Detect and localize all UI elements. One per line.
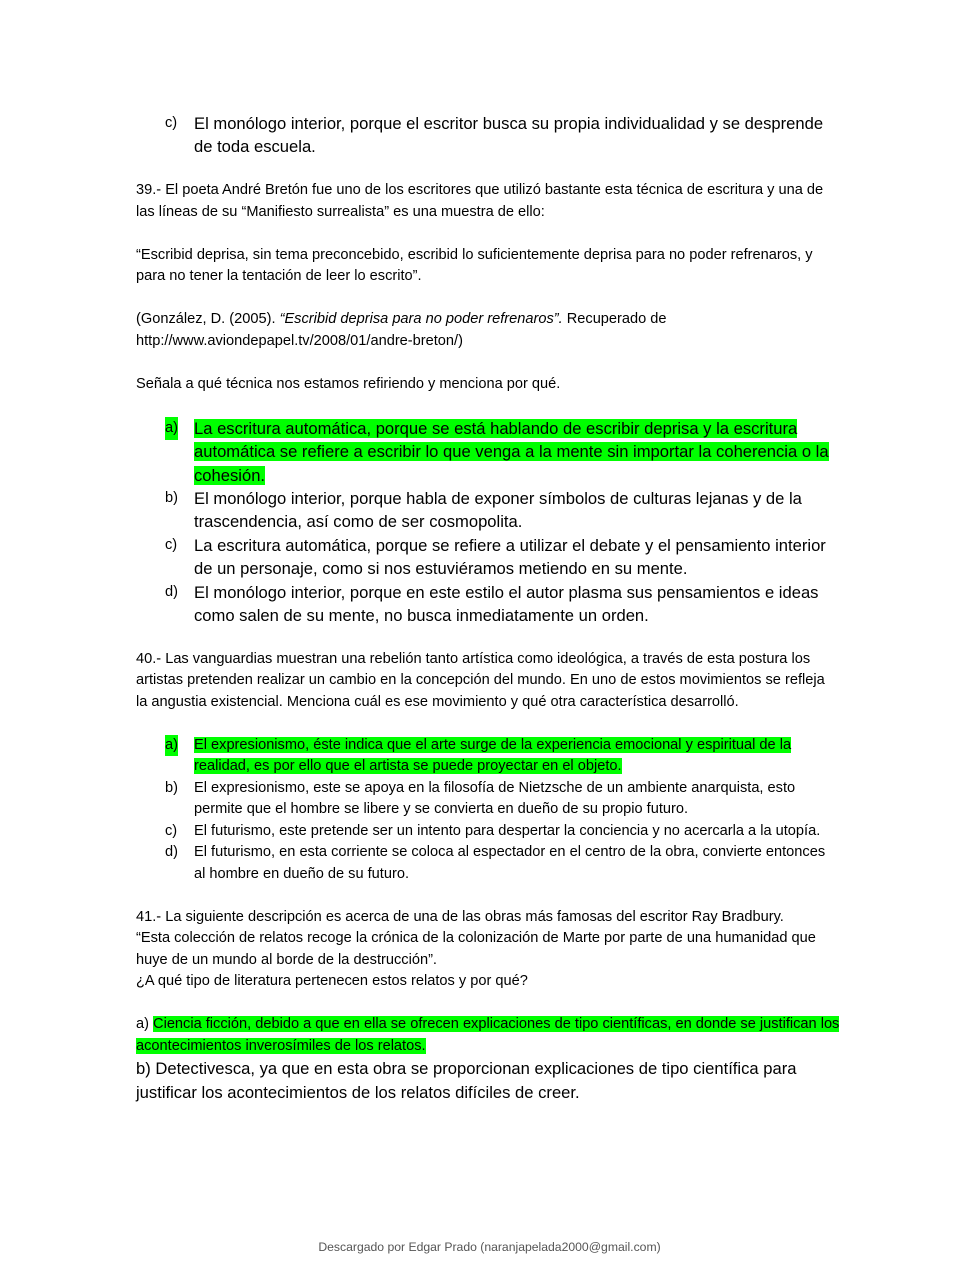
download-footer: Descargado por Edgar Prado (naranjapelada2000@gmail.com): [318, 1240, 661, 1254]
q41-option-b: b) Detectivesca, ya que en esta obra se proporcionan explicaciones de tipo científica para justificar los acontecimientos de los relatos difíciles de creer.: [136, 1059, 797, 1102]
citation-author: (González, D. (2005).: [136, 311, 280, 328]
option-text: El futurismo, en esta corriente se coloca al espectador en el centro de la obra, convierte entonces al hombre en dueño de su futuro.: [194, 844, 826, 882]
q39-citation: [136, 309, 840, 352]
option-marker: d): [165, 583, 178, 600]
citation-source: Recuperado de http://www.aviondepapel.tv/2008/01/andre-breton/): [136, 311, 667, 349]
q39-option-b: [136, 487, 840, 534]
q41-question: ¿A qué tipo de literatura pertenecen estos relatos y por qué?: [136, 973, 528, 990]
option-marker: d): [165, 844, 178, 861]
q39-quote: “Escribid deprisa, sin tema preconcebido, escribid lo suficientemente deprisa para no poder refrenaros, y para no tener la tentación de leer lo escrito”.: [136, 246, 813, 285]
option-text: El futurismo, este pretende ser un intento para despertar la conciencia y no acercarla a la utopía.: [194, 822, 821, 839]
q41-quote: “Esta colección de relatos recoge la crónica de la colonización de Marte por parte de una humanidad que huye de un mundo al borde de la destrucción”.: [136, 930, 816, 968]
option-text-highlighted: La escritura automática, porque se está hablando de escribir deprisa y la escritura automática se refiere a escribir lo que venga a la mente sin importar la coherencia o la cohesión.: [194, 418, 829, 485]
q41-option-a: [136, 1014, 840, 1057]
option-marker: b): [165, 779, 178, 796]
q40-option-b: [136, 778, 840, 821]
citation-title: “Escribid deprisa para no poder refrenaros”.: [279, 311, 563, 328]
option-text: El monólogo interior, porque el escritor busca su propia individualidad y se desprende de toda escuela.: [194, 114, 824, 157]
option-marker: c): [165, 822, 178, 839]
option-text-highlighted: El expresionismo, éste indica que el arte surge de la experiencia emocional y espiritual de la realidad, es por ello que el artista se puede proyectar en el objeto.: [194, 736, 792, 775]
q38-option-c: [136, 112, 840, 159]
q39-option-d: [136, 581, 840, 628]
option-marker: a): [165, 735, 178, 757]
option-text: El expresionismo, este se apoya en la filosofía de Nietzsche de un ambiente anarquista, esto permite que el hombre se libere y se convierta en dueño de su propio futuro.: [194, 779, 796, 818]
q39-option-a: [136, 417, 840, 487]
q40-option-c: [136, 821, 840, 843]
document-page: [136, 112, 840, 1104]
option-marker: c): [165, 115, 178, 131]
option-marker: a): [165, 417, 178, 440]
option-marker: c): [165, 536, 178, 553]
option-text: El monólogo interior, porque en este estilo el autor plasma sus pensamientos e ideas como salen de su mente, no busca inmediatamente un orden.: [194, 582, 819, 626]
option-marker: b): [165, 490, 178, 507]
q39-stem: 39.- El poeta André Bretón fue uno de los escritores que utilizó bastante esta técnica de escritura y una de las líneas de su “Manifiesto surrealista” es una muestra de ello:: [136, 182, 824, 220]
option-text: La escritura automática, porque se refiere a utilizar el debate y el pensamiento interior de un personaje, como si nos estuviéramos metiendo en su mente.: [194, 535, 826, 579]
q40-option-a: [136, 735, 840, 778]
q40-stem: 40.- Las vanguardias muestran una rebelión tanto artística como ideológica, a través de esta postura los artistas pretenden realizar un cambio en la concepción del mundo. En uno de estos movimientos se refleja la angustia existencial. Menciona cuál es ese movimiento y qué otra característica desarrolló.: [136, 650, 825, 710]
option-text: El monólogo interior, porque habla de exponer símbolos de culturas lejanas y de la trascendencia, así como de ser cosmopolita.: [194, 489, 802, 532]
option-text-highlighted: Ciencia ficción, debido a que en ella se ofrecen explicaciones de tipo científicas, en donde se justifican los acontecimientos inverosímiles de los relatos.: [136, 1016, 840, 1054]
q41-stem: 41.- La siguiente descripción es acerca de una de las obras más famosas del escritor Ray Bradbury.: [136, 908, 784, 925]
q39-prompt: Señala a qué técnica nos estamos refiriendo y menciona por qué.: [136, 375, 561, 392]
option-marker: a): [136, 1016, 154, 1033]
q39-option-c: [136, 534, 840, 581]
q40-option-d: [136, 842, 840, 885]
